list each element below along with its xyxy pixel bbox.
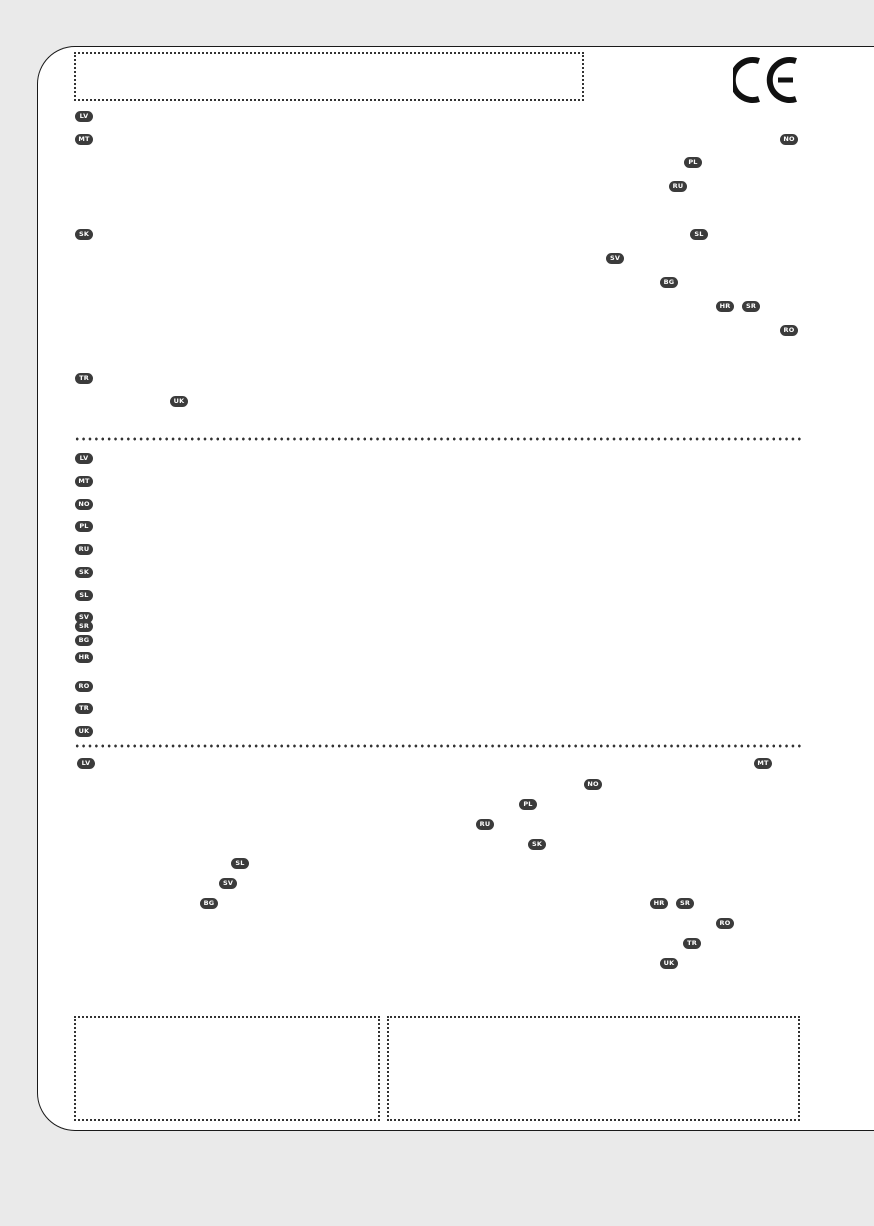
language-badge-sk: SK xyxy=(75,567,93,578)
language-badge-sv: SV xyxy=(219,878,237,889)
signature-box-right xyxy=(387,1016,800,1121)
language-badge-sv: SV xyxy=(606,253,624,264)
signature-box-left xyxy=(74,1016,380,1121)
language-badge-ru: RU xyxy=(669,181,687,192)
language-badge-uk: UK xyxy=(75,726,93,737)
language-badge-tr: TR xyxy=(75,703,93,714)
header-field-box xyxy=(74,52,584,101)
language-badge-mt: MT xyxy=(75,134,93,145)
language-badge-sr: SR xyxy=(75,621,93,632)
language-badge-sk: SK xyxy=(75,229,93,240)
language-badge-ro: RO xyxy=(75,681,93,692)
language-badge-hr: HR xyxy=(650,898,668,909)
language-badge-lv: LV xyxy=(77,758,95,769)
language-badge-hr: HR xyxy=(716,301,734,312)
language-badge-ru: RU xyxy=(476,819,494,830)
language-badge-pl: PL xyxy=(684,157,702,168)
language-badge-sr: SR xyxy=(742,301,760,312)
language-badge-sl: SL xyxy=(75,590,93,601)
language-badge-sr: SR xyxy=(676,898,694,909)
language-badge-ru: RU xyxy=(75,544,93,555)
language-badge-hr: HR xyxy=(75,652,93,663)
language-badge-tr: TR xyxy=(683,938,701,949)
language-badge-ro: RO xyxy=(780,325,798,336)
ce-mark-icon xyxy=(733,55,801,105)
language-badge-sv: SV xyxy=(75,612,93,623)
dotted-separator xyxy=(74,437,801,441)
language-badge-mt: MT xyxy=(754,758,772,769)
language-badge-uk: UK xyxy=(660,958,678,969)
dotted-separator xyxy=(74,744,801,748)
language-badge-pl: PL xyxy=(519,799,537,810)
language-badge-uk: UK xyxy=(170,396,188,407)
language-badge-no: NO xyxy=(584,779,602,790)
language-badge-lv: LV xyxy=(75,111,93,122)
language-badge-ro: RO xyxy=(716,918,734,929)
language-badge-bg: BG xyxy=(200,898,218,909)
language-badge-sl: SL xyxy=(690,229,708,240)
language-badge-pl: PL xyxy=(75,521,93,532)
language-badge-bg: BG xyxy=(660,277,678,288)
language-badge-bg: BG xyxy=(75,635,93,646)
language-badge-sl: SL xyxy=(231,858,249,869)
language-badge-no: NO xyxy=(75,499,93,510)
language-badge-lv: LV xyxy=(75,453,93,464)
language-badge-sk: SK xyxy=(528,839,546,850)
document-page xyxy=(37,46,874,1131)
language-badge-no: NO xyxy=(780,134,798,145)
language-badge-tr: TR xyxy=(75,373,93,384)
language-badge-mt: MT xyxy=(75,476,93,487)
